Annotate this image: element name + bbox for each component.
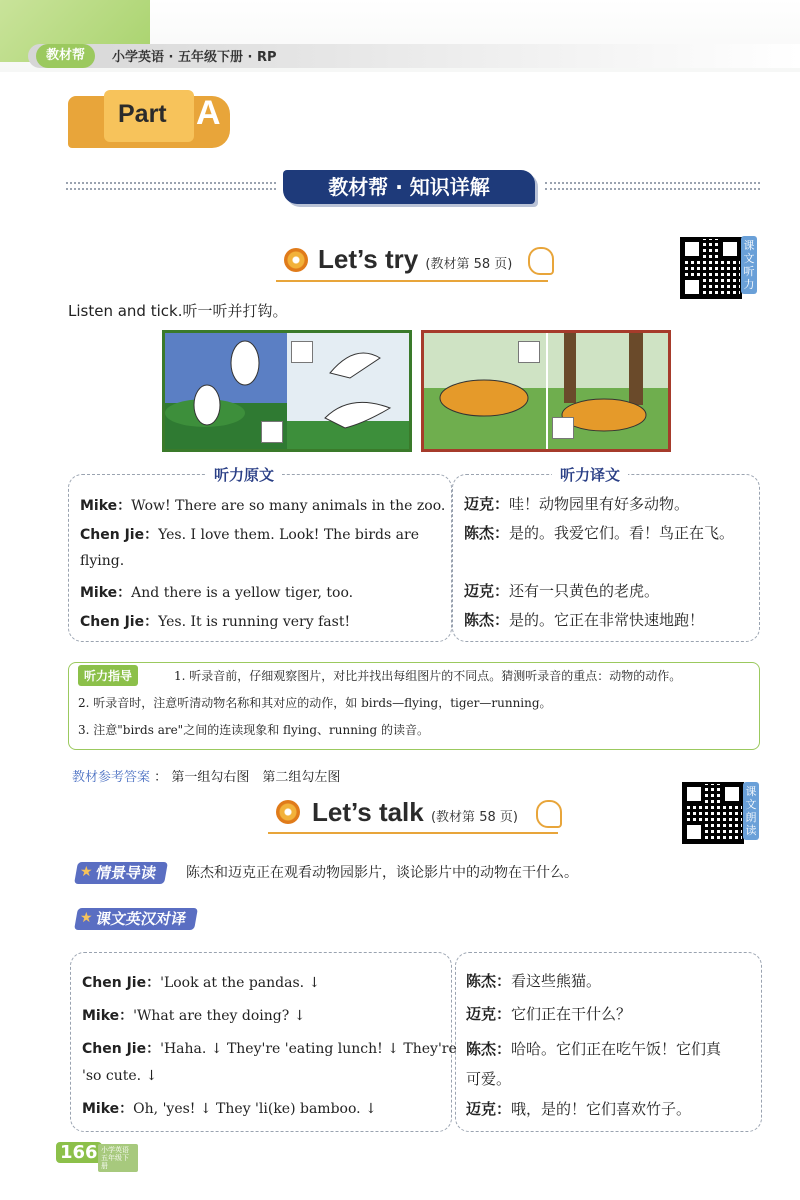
qr-corner [684,822,704,842]
speaker: Chen Jie [80,527,145,543]
speaker: 迈克 [464,582,495,600]
tigers-illustration [424,333,668,449]
tigers-scene [421,330,671,452]
talk-line [82,972,320,992]
colon: ： [494,611,510,629]
birds-illustration [165,333,409,449]
original-line [80,611,350,631]
birds-scene [162,330,412,452]
book-title: 小学英语 · 五年级下册 · RP [112,50,277,65]
speaker: Mike [80,585,118,601]
qr-corner [682,277,702,297]
scene-intro-text: 陈杰和迈克正在观看动物园影片，谈论影片中的动物在干什么。 [186,865,578,881]
lets-talk-ref: (教材第 58 页) [430,810,518,825]
section-banner: 教材帮 · 知识详解 [283,170,535,204]
tip-line: 3. 注意"birds are"之间的连读现象和 flying、running 的读音。 [78,723,430,737]
listen-icon [536,800,562,828]
talk-line [82,1068,157,1084]
colon: ： [117,585,132,601]
speaker: 迈克 [466,1100,497,1118]
colon: ： [146,1041,161,1057]
lets-try-title: Let’s try [318,244,419,274]
colon: ： [496,972,512,990]
lets-talk-heading [312,797,518,828]
line-text: 'Haha. ↓ They're 'eating lunch! ↓ They're [160,1041,457,1057]
line-text: 是的。我爱它们。看！鸟正在飞。 [509,524,735,542]
tick-box[interactable] [552,417,574,439]
banner-dots-right-2 [545,188,760,190]
colon: ： [146,975,161,991]
speaker: 迈克 [464,495,495,513]
line-text: 'What are they doing? ↓ [133,1008,306,1024]
speaker: Mike [82,1008,120,1024]
page-number: 166 [56,1142,102,1163]
lets-try-heading [318,244,512,275]
qr-code-talk[interactable] [682,782,744,844]
speaker: 陈杰 [466,1040,497,1058]
colon: ： [119,1101,134,1117]
banner-dots-right [545,182,760,184]
line-text: 还有一只黄色的老虎。 [509,582,660,600]
line-text: 是的。它正在非常快速地跑！ [509,611,705,629]
tick-box[interactable] [291,341,313,363]
line-text: flying. [80,553,125,569]
colon: ： [144,614,159,630]
speaker: 迈克 [466,1005,497,1023]
line-text: And there is a yellow tiger, too. [131,585,354,601]
answer-line [72,766,340,785]
colon: ： [119,1008,134,1024]
original-line [80,524,419,544]
answer-label: 教材参考答案 [72,770,151,785]
speaker: 陈杰 [466,972,497,990]
tip-line: 1. 听录音前，仔细观察图片，对比并找出每组图片的不同点。猜测听录音的重点：动物的动作。 [174,669,682,683]
line-text: Yes. It is running very fast! [158,614,351,630]
speaker: 陈杰 [464,524,495,542]
line-text: 看这些熊猫。 [511,972,602,990]
qr-code-try[interactable] [680,237,742,299]
page-tag: 小学英语 五年级下册 [98,1144,138,1172]
answer-colon: ： [154,770,168,785]
talk-zh-line [466,1068,511,1089]
part-tab [68,90,230,152]
line-text: 哦，是的！它们喜欢竹子。 [511,1100,692,1118]
colon: ： [144,527,159,543]
tick-box[interactable] [261,421,283,443]
colon: ： [496,1040,512,1058]
translation-line [464,493,689,514]
speaker: Chen Jie [80,614,145,630]
original-line [80,553,124,569]
translation-line [464,580,659,601]
line-text: 它们正在干什么？ [511,1005,632,1023]
line-text: 'Look at the pandas. ↓ [160,975,321,991]
colon: ： [496,1100,512,1118]
banner-dots-left-2 [66,188,276,190]
talk-zh-line [466,1038,721,1059]
line-text: 可爱。 [466,1070,512,1088]
line-text: Oh, 'yes! ↓ They 'li(ke) bamboo. ↓ [133,1101,377,1117]
line-text: Wow! There are so many animals in the zoo. [131,498,446,514]
star-icon: ★ [80,910,93,926]
original-line [80,582,353,602]
talk-line [82,1038,457,1058]
lets-talk-title: Let’s talk [312,797,424,827]
speaker: Mike [80,498,118,514]
talk-zh-line [466,970,601,991]
colon: ： [117,498,132,514]
qr-corner [684,784,704,804]
qr-tag-talk: 课文朗读 [743,782,759,840]
speaker: Mike [82,1101,120,1117]
colon: ： [494,495,510,513]
listen-icon [528,247,554,275]
translation-heading: 听力译文 [552,464,628,485]
qr-corner [720,239,740,259]
talk-zh-line [466,1098,691,1119]
original-heading: 听力原文 [206,464,282,485]
instruction: Listen and tick.听一听并打钩。 [68,302,288,320]
banner-dots-left [66,182,276,184]
lets-try-ref: (教材第 58 页) [425,257,513,272]
part-word: Part [118,100,167,128]
disc-icon [284,248,308,272]
answer-text: 第一组勾右图 第二组勾左图 [171,770,341,785]
speaker: 陈杰 [464,611,495,629]
part-letter: A [196,94,221,132]
tip-line: 2. 听录音时，注意听清动物名称和其对应的动作，如 birds—flying，tiger—running。 [78,696,552,710]
line-text: 哈哈。它们正在吃午饭！它们真 [511,1040,722,1058]
original-line [80,495,445,515]
dialog-tag: 课文英汉对译 [74,908,198,930]
tick-box[interactable] [518,341,540,363]
translation-line [464,522,734,543]
speaker: Chen Jie [82,1041,147,1057]
talk-icon [276,800,300,824]
page-footer [30,1138,140,1172]
qr-tag-try: 课文听力 [741,236,757,294]
colon: ： [494,524,510,542]
talk-zh-line [466,1003,631,1024]
talk-line [82,1005,305,1025]
line-text: Yes. I love them. Look! The birds are [158,527,419,543]
brand-label: 教材帮 [36,44,95,68]
colon: ： [494,582,510,600]
qr-corner [682,239,702,259]
tips-tag: 听力指导 [78,665,138,686]
star-icon: ★ [80,864,93,880]
translation-line [464,609,704,630]
talk-line [82,1098,377,1118]
line-text: 哇！动物园里有好多动物。 [509,495,690,513]
speaker: Chen Jie [82,975,147,991]
line-text: 'so cute. ↓ [82,1068,158,1084]
qr-corner [722,784,742,804]
scene-intro-tag: 情景导读 [74,862,168,884]
lets-talk-underline [268,832,558,834]
lets-try-underline [276,280,548,282]
colon: ： [496,1005,512,1023]
